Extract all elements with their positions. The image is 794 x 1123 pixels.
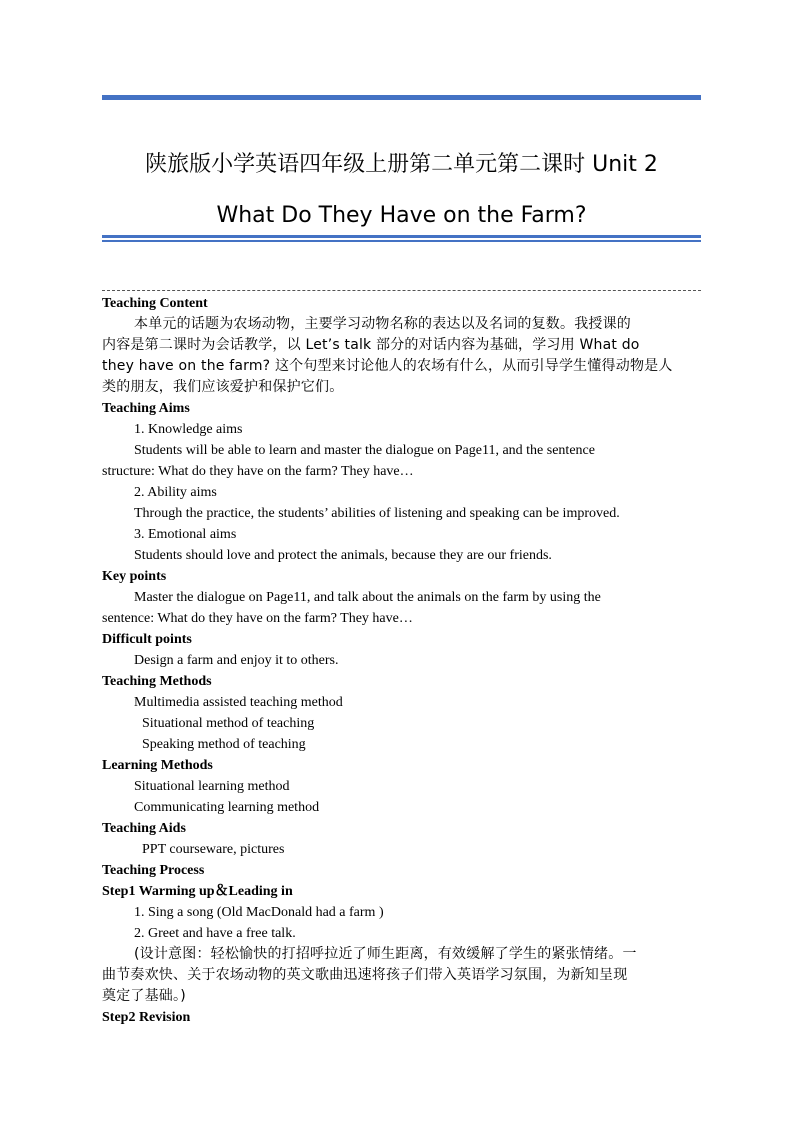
- heading-step1: Step1 Warming up＆Leading in: [102, 884, 293, 899]
- aim-item: 3. Emotional aims: [134, 527, 237, 542]
- learning-method-item: Communicating learning method: [134, 800, 320, 815]
- learning-method-item: Situational learning method: [134, 779, 290, 794]
- design-intent-line: 奠定了基础。): [102, 988, 186, 1004]
- paragraph-line: 本单元的话题为农场动物，主要学习动物名称的表达以及名词的复数。我授课的: [134, 316, 631, 332]
- key-point-text: sentence: What do they have on the farm? They have…: [102, 611, 413, 626]
- method-item: Situational method of teaching: [142, 716, 315, 731]
- title-line-2: What Do They Have on the Farm?: [216, 203, 587, 228]
- header-rule-bottom: [102, 235, 701, 238]
- heading-teaching-methods: Teaching Methods: [102, 674, 212, 689]
- heading-teaching-process: Teaching Process: [102, 863, 205, 878]
- heading-teaching-aims: Teaching Aims: [102, 401, 190, 416]
- header-rule-top: [102, 95, 701, 100]
- method-item: Speaking method of teaching: [142, 737, 306, 752]
- teaching-aids-text: PPT courseware, pictures: [142, 842, 285, 857]
- aim-item: 2. Ability aims: [134, 485, 217, 500]
- heading-teaching-aids: Teaching Aids: [102, 821, 186, 836]
- heading-step2: Step2 Revision: [102, 1010, 191, 1025]
- aim-text: Students will be able to learn and master the dialogue on Page11, and the sentence: [134, 443, 595, 458]
- aim-item: 1. Knowledge aims: [134, 422, 243, 437]
- difficult-point-text: Design a farm and enjoy it to others.: [134, 653, 339, 668]
- step1-item: 2. Greet and have a free talk.: [134, 926, 296, 941]
- title-line-1: 陕旅版小学英语四年级上册第二单元第二课时 Unit 2: [145, 152, 658, 177]
- design-intent-line: (设计意图：轻松愉快的打招呼拉近了师生距离，有效缓解了学生的紧张情绪。一: [134, 946, 637, 962]
- step1-item: 1. Sing a song (Old MacDonald had a farm ): [134, 905, 384, 920]
- heading-key-points: Key points: [102, 569, 167, 584]
- header-rule-bottom-thin: [102, 240, 701, 242]
- aim-text: structure: What do they have on the farm? They have…: [102, 464, 414, 479]
- heading-difficult-points: Difficult points: [102, 632, 192, 647]
- heading-learning-methods: Learning Methods: [102, 758, 213, 773]
- method-item: Multimedia assisted teaching method: [134, 695, 343, 710]
- paragraph-line: 内容是第二课时为会话教学，以 Let’s talk 部分的对话内容为基础，学习用 What do: [102, 337, 640, 353]
- heading-teaching-content: Teaching Content: [102, 296, 208, 311]
- design-intent-line: 曲节奏欢快、关于农场动物的英文歌曲迅速将孩子们带入英语学习氛围，为新知呈现: [102, 967, 628, 983]
- key-point-text: Master the dialogue on Page11, and talk about the animals on the farm by using the: [134, 590, 601, 605]
- paragraph-line: they have on the farm? 这个句型来讨论他人的农场有什么，从而引导学生懂得动物是人: [102, 358, 673, 374]
- dashed-divider: [102, 290, 701, 291]
- aim-text: Students should love and protect the animals, because they are our friends.: [134, 548, 552, 563]
- aim-text: Through the practice, the students’ abilities of listening and speaking can be improved.: [134, 506, 620, 521]
- paragraph-line: 类的朋友，我们应该爱护和保护它们。: [102, 379, 344, 395]
